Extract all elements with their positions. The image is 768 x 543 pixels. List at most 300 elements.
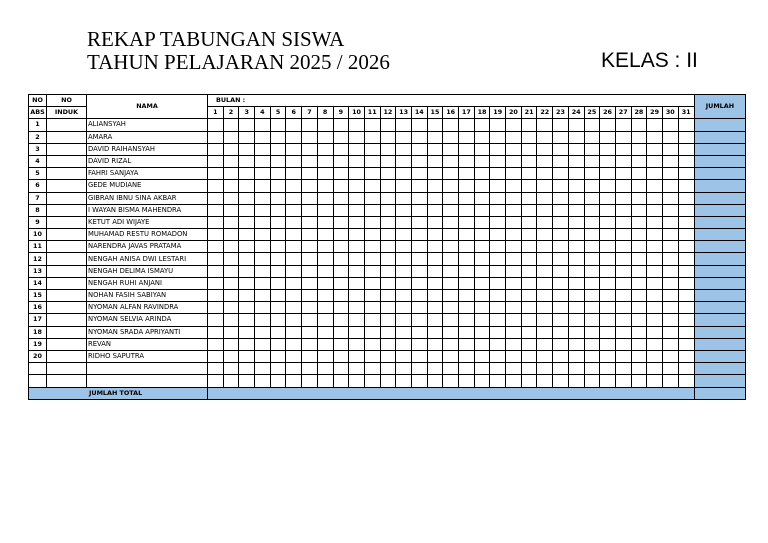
day-cell[interactable] xyxy=(364,363,380,375)
day-cell[interactable] xyxy=(239,363,255,375)
day-cell[interactable] xyxy=(584,180,600,192)
day-cell[interactable] xyxy=(364,314,380,326)
day-cell[interactable] xyxy=(286,326,302,338)
day-cell[interactable] xyxy=(239,314,255,326)
day-cell[interactable] xyxy=(239,350,255,362)
day-cell[interactable] xyxy=(270,131,286,143)
day-cell[interactable] xyxy=(239,131,255,143)
day-cell[interactable] xyxy=(521,229,537,241)
day-cell[interactable] xyxy=(647,375,663,387)
day-cell[interactable] xyxy=(600,204,616,216)
day-cell[interactable] xyxy=(537,204,553,216)
day-cell[interactable] xyxy=(490,302,506,314)
day-cell[interactable] xyxy=(615,204,631,216)
day-cell[interactable] xyxy=(239,119,255,131)
no-induk-cell[interactable] xyxy=(47,314,87,326)
day-cell[interactable] xyxy=(396,265,412,277)
day-cell[interactable] xyxy=(364,155,380,167)
day-cell[interactable] xyxy=(223,350,239,362)
day-cell[interactable] xyxy=(568,131,584,143)
day-cell[interactable] xyxy=(647,168,663,180)
day-cell[interactable] xyxy=(443,119,459,131)
day-cell[interactable] xyxy=(286,302,302,314)
day-cell[interactable] xyxy=(380,241,396,253)
day-cell[interactable] xyxy=(270,277,286,289)
day-cell[interactable] xyxy=(647,119,663,131)
day-cell[interactable] xyxy=(286,253,302,265)
day-cell[interactable] xyxy=(537,131,553,143)
day-cell[interactable] xyxy=(427,192,443,204)
day-cell[interactable] xyxy=(317,302,333,314)
day-cell[interactable] xyxy=(600,229,616,241)
day-cell[interactable] xyxy=(647,350,663,362)
day-cell[interactable] xyxy=(349,375,365,387)
day-cell[interactable] xyxy=(662,241,678,253)
day-cell[interactable] xyxy=(615,180,631,192)
day-cell[interactable] xyxy=(678,180,694,192)
day-cell[interactable] xyxy=(459,168,475,180)
day-cell[interactable] xyxy=(568,143,584,155)
day-cell[interactable] xyxy=(286,204,302,216)
day-cell[interactable] xyxy=(333,326,349,338)
day-cell[interactable] xyxy=(568,350,584,362)
day-cell[interactable] xyxy=(568,277,584,289)
day-cell[interactable] xyxy=(615,168,631,180)
day-cell[interactable] xyxy=(600,350,616,362)
day-cell[interactable] xyxy=(553,363,569,375)
day-cell[interactable] xyxy=(615,131,631,143)
day-cell[interactable] xyxy=(270,253,286,265)
day-cell[interactable] xyxy=(521,338,537,350)
day-cell[interactable] xyxy=(631,338,647,350)
no-induk-cell[interactable] xyxy=(47,277,87,289)
no-induk-cell[interactable] xyxy=(47,180,87,192)
day-cell[interactable] xyxy=(521,155,537,167)
day-cell[interactable] xyxy=(239,375,255,387)
day-cell[interactable] xyxy=(459,326,475,338)
day-cell[interactable] xyxy=(255,253,271,265)
day-cell[interactable] xyxy=(270,204,286,216)
day-cell[interactable] xyxy=(678,143,694,155)
day-cell[interactable] xyxy=(208,314,224,326)
day-cell[interactable] xyxy=(270,119,286,131)
day-cell[interactable] xyxy=(396,143,412,155)
day-cell[interactable] xyxy=(239,229,255,241)
day-cell[interactable] xyxy=(553,265,569,277)
day-cell[interactable] xyxy=(317,216,333,228)
day-cell[interactable] xyxy=(364,180,380,192)
day-cell[interactable] xyxy=(537,363,553,375)
day-cell[interactable] xyxy=(396,363,412,375)
day-cell[interactable] xyxy=(208,180,224,192)
day-cell[interactable] xyxy=(521,326,537,338)
day-cell[interactable] xyxy=(584,375,600,387)
day-cell[interactable] xyxy=(380,168,396,180)
day-cell[interactable] xyxy=(600,131,616,143)
day-cell[interactable] xyxy=(286,192,302,204)
day-cell[interactable] xyxy=(286,338,302,350)
day-cell[interactable] xyxy=(443,241,459,253)
day-cell[interactable] xyxy=(286,314,302,326)
day-cell[interactable] xyxy=(537,180,553,192)
day-cell[interactable] xyxy=(537,216,553,228)
day-cell[interactable] xyxy=(427,241,443,253)
day-cell[interactable] xyxy=(333,229,349,241)
day-cell[interactable] xyxy=(662,363,678,375)
day-cell[interactable] xyxy=(396,375,412,387)
day-cell[interactable] xyxy=(364,253,380,265)
no-induk-cell[interactable] xyxy=(47,265,87,277)
day-cell[interactable] xyxy=(584,326,600,338)
day-cell[interactable] xyxy=(647,363,663,375)
day-cell[interactable] xyxy=(474,265,490,277)
day-cell[interactable] xyxy=(223,375,239,387)
day-cell[interactable] xyxy=(427,302,443,314)
day-cell[interactable] xyxy=(584,363,600,375)
day-cell[interactable] xyxy=(380,192,396,204)
day-cell[interactable] xyxy=(615,265,631,277)
day-cell[interactable] xyxy=(302,131,318,143)
day-cell[interactable] xyxy=(600,290,616,302)
day-cell[interactable] xyxy=(443,204,459,216)
day-cell[interactable] xyxy=(349,143,365,155)
day-cell[interactable] xyxy=(223,363,239,375)
day-cell[interactable] xyxy=(396,229,412,241)
day-cell[interactable] xyxy=(302,350,318,362)
day-cell[interactable] xyxy=(396,119,412,131)
day-cell[interactable] xyxy=(490,290,506,302)
day-cell[interactable] xyxy=(506,375,522,387)
no-induk-cell[interactable] xyxy=(47,192,87,204)
day-cell[interactable] xyxy=(427,314,443,326)
day-cell[interactable] xyxy=(364,326,380,338)
day-cell[interactable] xyxy=(317,290,333,302)
day-cell[interactable] xyxy=(490,375,506,387)
day-cell[interactable] xyxy=(333,143,349,155)
day-cell[interactable] xyxy=(568,363,584,375)
day-cell[interactable] xyxy=(333,314,349,326)
day-cell[interactable] xyxy=(490,265,506,277)
day-cell[interactable] xyxy=(364,265,380,277)
day-cell[interactable] xyxy=(490,363,506,375)
day-cell[interactable] xyxy=(208,168,224,180)
day-cell[interactable] xyxy=(584,350,600,362)
day-cell[interactable] xyxy=(443,155,459,167)
day-cell[interactable] xyxy=(302,155,318,167)
day-cell[interactable] xyxy=(443,216,459,228)
day-cell[interactable] xyxy=(443,180,459,192)
day-cell[interactable] xyxy=(302,375,318,387)
day-cell[interactable] xyxy=(584,192,600,204)
day-cell[interactable] xyxy=(459,277,475,289)
day-cell[interactable] xyxy=(411,155,427,167)
day-cell[interactable] xyxy=(255,119,271,131)
day-cell[interactable] xyxy=(459,350,475,362)
day-cell[interactable] xyxy=(302,180,318,192)
day-cell[interactable] xyxy=(427,143,443,155)
day-cell[interactable] xyxy=(317,119,333,131)
day-cell[interactable] xyxy=(396,131,412,143)
day-cell[interactable] xyxy=(474,119,490,131)
day-cell[interactable] xyxy=(349,302,365,314)
day-cell[interactable] xyxy=(459,290,475,302)
day-cell[interactable] xyxy=(600,192,616,204)
day-cell[interactable] xyxy=(537,375,553,387)
day-cell[interactable] xyxy=(443,253,459,265)
day-cell[interactable] xyxy=(255,241,271,253)
day-cell[interactable] xyxy=(521,143,537,155)
day-cell[interactable] xyxy=(506,168,522,180)
day-cell[interactable] xyxy=(568,314,584,326)
day-cell[interactable] xyxy=(208,338,224,350)
day-cell[interactable] xyxy=(443,192,459,204)
day-cell[interactable] xyxy=(333,265,349,277)
day-cell[interactable] xyxy=(631,168,647,180)
day-cell[interactable] xyxy=(459,363,475,375)
day-cell[interactable] xyxy=(255,155,271,167)
day-cell[interactable] xyxy=(208,131,224,143)
day-cell[interactable] xyxy=(474,302,490,314)
day-cell[interactable] xyxy=(474,253,490,265)
day-cell[interactable] xyxy=(568,204,584,216)
day-cell[interactable] xyxy=(208,277,224,289)
day-cell[interactable] xyxy=(600,265,616,277)
day-cell[interactable] xyxy=(223,143,239,155)
day-cell[interactable] xyxy=(662,338,678,350)
day-cell[interactable] xyxy=(521,277,537,289)
day-cell[interactable] xyxy=(521,375,537,387)
day-cell[interactable] xyxy=(490,192,506,204)
day-cell[interactable] xyxy=(270,290,286,302)
day-cell[interactable] xyxy=(600,253,616,265)
day-cell[interactable] xyxy=(302,290,318,302)
day-cell[interactable] xyxy=(349,229,365,241)
day-cell[interactable] xyxy=(584,253,600,265)
day-cell[interactable] xyxy=(302,277,318,289)
day-cell[interactable] xyxy=(615,192,631,204)
day-cell[interactable] xyxy=(631,363,647,375)
day-cell[interactable] xyxy=(239,326,255,338)
day-cell[interactable] xyxy=(349,265,365,277)
day-cell[interactable] xyxy=(506,277,522,289)
day-cell[interactable] xyxy=(631,204,647,216)
day-cell[interactable] xyxy=(631,229,647,241)
day-cell[interactable] xyxy=(427,216,443,228)
day-cell[interactable] xyxy=(474,375,490,387)
day-cell[interactable] xyxy=(208,326,224,338)
day-cell[interactable] xyxy=(553,192,569,204)
day-cell[interactable] xyxy=(208,375,224,387)
day-cell[interactable] xyxy=(631,350,647,362)
day-cell[interactable] xyxy=(333,241,349,253)
day-cell[interactable] xyxy=(553,241,569,253)
day-cell[interactable] xyxy=(474,180,490,192)
day-cell[interactable] xyxy=(396,302,412,314)
day-cell[interactable] xyxy=(521,204,537,216)
day-cell[interactable] xyxy=(208,229,224,241)
day-cell[interactable] xyxy=(678,155,694,167)
day-cell[interactable] xyxy=(568,302,584,314)
day-cell[interactable] xyxy=(474,192,490,204)
day-cell[interactable] xyxy=(349,338,365,350)
day-cell[interactable] xyxy=(317,326,333,338)
day-cell[interactable] xyxy=(223,265,239,277)
day-cell[interactable] xyxy=(333,155,349,167)
day-cell[interactable] xyxy=(239,338,255,350)
day-cell[interactable] xyxy=(678,375,694,387)
day-cell[interactable] xyxy=(678,119,694,131)
day-cell[interactable] xyxy=(615,375,631,387)
day-cell[interactable] xyxy=(255,363,271,375)
no-induk-cell[interactable] xyxy=(47,241,87,253)
day-cell[interactable] xyxy=(255,192,271,204)
day-cell[interactable] xyxy=(349,363,365,375)
day-cell[interactable] xyxy=(553,131,569,143)
day-cell[interactable] xyxy=(615,290,631,302)
no-induk-cell[interactable] xyxy=(47,363,87,375)
day-cell[interactable] xyxy=(302,119,318,131)
day-cell[interactable] xyxy=(537,302,553,314)
day-cell[interactable] xyxy=(333,131,349,143)
day-cell[interactable] xyxy=(380,265,396,277)
day-cell[interactable] xyxy=(223,192,239,204)
day-cell[interactable] xyxy=(396,241,412,253)
day-cell[interactable] xyxy=(364,119,380,131)
day-cell[interactable] xyxy=(427,350,443,362)
day-cell[interactable] xyxy=(662,375,678,387)
day-cell[interactable] xyxy=(662,192,678,204)
day-cell[interactable] xyxy=(411,229,427,241)
day-cell[interactable] xyxy=(396,155,412,167)
day-cell[interactable] xyxy=(506,119,522,131)
day-cell[interactable] xyxy=(662,204,678,216)
day-cell[interactable] xyxy=(396,204,412,216)
day-cell[interactable] xyxy=(286,180,302,192)
day-cell[interactable] xyxy=(678,314,694,326)
day-cell[interactable] xyxy=(600,363,616,375)
day-cell[interactable] xyxy=(223,180,239,192)
day-cell[interactable] xyxy=(317,168,333,180)
day-cell[interactable] xyxy=(349,253,365,265)
day-cell[interactable] xyxy=(600,143,616,155)
day-cell[interactable] xyxy=(537,290,553,302)
day-cell[interactable] xyxy=(380,204,396,216)
day-cell[interactable] xyxy=(411,143,427,155)
day-cell[interactable] xyxy=(490,314,506,326)
day-cell[interactable] xyxy=(427,229,443,241)
day-cell[interactable] xyxy=(678,363,694,375)
day-cell[interactable] xyxy=(459,216,475,228)
day-cell[interactable] xyxy=(364,302,380,314)
day-cell[interactable] xyxy=(380,155,396,167)
day-cell[interactable] xyxy=(631,326,647,338)
day-cell[interactable] xyxy=(678,216,694,228)
day-cell[interactable] xyxy=(443,350,459,362)
day-cell[interactable] xyxy=(490,241,506,253)
day-cell[interactable] xyxy=(459,253,475,265)
day-cell[interactable] xyxy=(302,314,318,326)
day-cell[interactable] xyxy=(553,326,569,338)
day-cell[interactable] xyxy=(521,192,537,204)
day-cell[interactable] xyxy=(459,229,475,241)
day-cell[interactable] xyxy=(208,192,224,204)
day-cell[interactable] xyxy=(286,216,302,228)
day-cell[interactable] xyxy=(647,204,663,216)
no-induk-cell[interactable] xyxy=(47,131,87,143)
day-cell[interactable] xyxy=(302,143,318,155)
day-cell[interactable] xyxy=(521,363,537,375)
day-cell[interactable] xyxy=(553,302,569,314)
day-cell[interactable] xyxy=(537,192,553,204)
day-cell[interactable] xyxy=(553,338,569,350)
day-cell[interactable] xyxy=(631,375,647,387)
day-cell[interactable] xyxy=(349,119,365,131)
day-cell[interactable] xyxy=(239,277,255,289)
day-cell[interactable] xyxy=(317,155,333,167)
day-cell[interactable] xyxy=(208,155,224,167)
day-cell[interactable] xyxy=(459,131,475,143)
day-cell[interactable] xyxy=(411,375,427,387)
day-cell[interactable] xyxy=(506,131,522,143)
day-cell[interactable] xyxy=(302,363,318,375)
day-cell[interactable] xyxy=(678,338,694,350)
day-cell[interactable] xyxy=(521,350,537,362)
day-cell[interactable] xyxy=(349,155,365,167)
day-cell[interactable] xyxy=(568,265,584,277)
day-cell[interactable] xyxy=(474,290,490,302)
day-cell[interactable] xyxy=(615,277,631,289)
day-cell[interactable] xyxy=(584,265,600,277)
day-cell[interactable] xyxy=(647,241,663,253)
day-cell[interactable] xyxy=(553,229,569,241)
day-cell[interactable] xyxy=(568,192,584,204)
day-cell[interactable] xyxy=(631,155,647,167)
day-cell[interactable] xyxy=(584,314,600,326)
day-cell[interactable] xyxy=(459,302,475,314)
day-cell[interactable] xyxy=(317,338,333,350)
day-cell[interactable] xyxy=(317,350,333,362)
day-cell[interactable] xyxy=(380,277,396,289)
day-cell[interactable] xyxy=(380,253,396,265)
day-cell[interactable] xyxy=(600,314,616,326)
day-cell[interactable] xyxy=(364,338,380,350)
day-cell[interactable] xyxy=(427,363,443,375)
day-cell[interactable] xyxy=(208,204,224,216)
day-cell[interactable] xyxy=(270,363,286,375)
day-cell[interactable] xyxy=(364,204,380,216)
day-cell[interactable] xyxy=(474,277,490,289)
day-cell[interactable] xyxy=(678,265,694,277)
day-cell[interactable] xyxy=(270,241,286,253)
day-cell[interactable] xyxy=(239,192,255,204)
day-cell[interactable] xyxy=(333,216,349,228)
day-cell[interactable] xyxy=(208,265,224,277)
day-cell[interactable] xyxy=(678,290,694,302)
day-cell[interactable] xyxy=(615,241,631,253)
day-cell[interactable] xyxy=(615,143,631,155)
day-cell[interactable] xyxy=(647,131,663,143)
day-cell[interactable] xyxy=(427,155,443,167)
day-cell[interactable] xyxy=(427,180,443,192)
day-cell[interactable] xyxy=(568,119,584,131)
day-cell[interactable] xyxy=(411,326,427,338)
day-cell[interactable] xyxy=(317,363,333,375)
day-cell[interactable] xyxy=(302,338,318,350)
day-cell[interactable] xyxy=(427,290,443,302)
day-cell[interactable] xyxy=(647,192,663,204)
day-cell[interactable] xyxy=(490,119,506,131)
day-cell[interactable] xyxy=(239,168,255,180)
